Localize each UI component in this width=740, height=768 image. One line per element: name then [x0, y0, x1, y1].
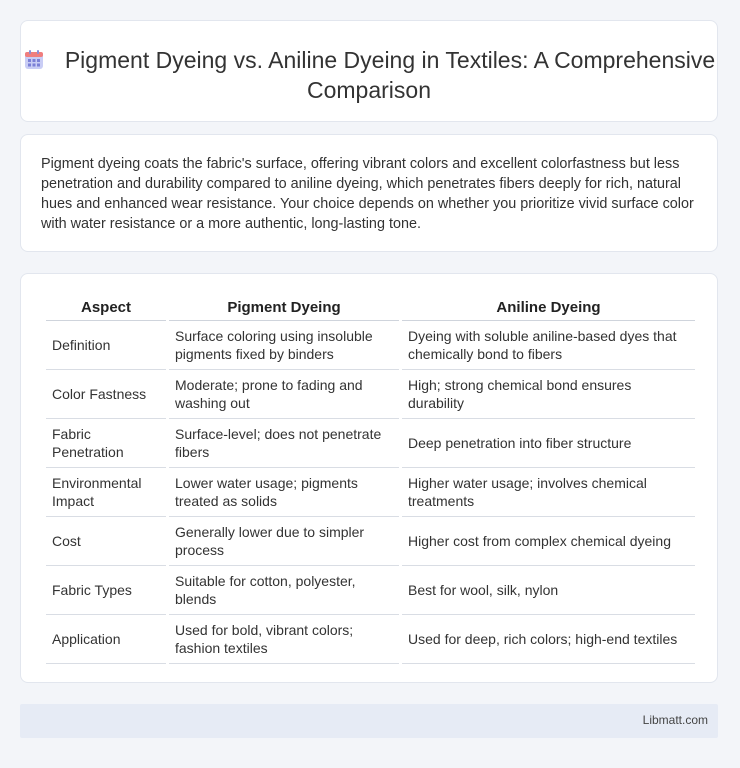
summary-card: [20, 134, 718, 252]
cell-pigment: Moderate; prone to fading and washing out: [169, 370, 399, 419]
header-pigment: Pigment Dyeing: [169, 294, 399, 321]
table-row: [46, 321, 695, 370]
cell-aniline: Deep penetration into fiber structure: [402, 419, 695, 468]
page-title-wrap: [21, 45, 717, 105]
cell-aniline: Used for deep, rich colors; high-end textiles: [402, 615, 695, 664]
cell-aniline: Best for wool, silk, nylon: [402, 566, 695, 615]
cell-aniline: Higher cost from complex chemical dyeing: [402, 517, 695, 566]
cell-aspect: Cost: [46, 517, 166, 566]
cell-aspect: Definition: [46, 321, 166, 370]
table-row: [46, 419, 695, 468]
cell-pigment: Lower water usage; pigments treated as solids: [169, 468, 399, 517]
table-row: [46, 566, 695, 615]
comparison-table: [43, 294, 698, 664]
header-aniline: Aniline Dyeing: [402, 294, 695, 321]
comparison-card: [20, 273, 718, 683]
page-title: Pigment Dyeing vs. Aniline Dyeing in Textiles: A Comprehensive Comparison: [64, 47, 716, 103]
cell-aniline: Higher water usage; involves chemical treatments: [402, 468, 695, 517]
cell-aspect: Environmental Impact: [46, 468, 166, 517]
calendar-icon: [23, 49, 45, 71]
table-row: [46, 517, 695, 566]
footer-brand[interactable]: Libmatt.com: [642, 713, 708, 727]
title-card: [20, 20, 718, 122]
cell-aniline: Dyeing with soluble aniline-based dyes that chemically bond to fibers: [402, 321, 695, 370]
footer: [20, 704, 718, 738]
cell-pigment: Surface-level; does not penetrate fibers: [169, 419, 399, 468]
summary-text: Pigment dyeing coats the fabric's surface, offering vibrant colors and excellent colorfastness but less penetration and durability compared to aniline dyeing, which penetrates fibers deeply for rich, natural hues and enhanced wear resistance. Your choice depends on whether you prioritize vivid surface color with water resistance or a more authentic, long-lasting tone.: [41, 156, 694, 232]
cell-pigment: Suitable for cotton, polyester, blends: [169, 566, 399, 615]
cell-pigment: Surface coloring using insoluble pigments fixed by binders: [169, 321, 399, 370]
cell-pigment: Generally lower due to simpler process: [169, 517, 399, 566]
cell-aniline: High; strong chemical bond ensures durability: [402, 370, 695, 419]
table-row: [46, 615, 695, 664]
table-row: [46, 370, 695, 419]
header-aspect: Aspect: [46, 294, 166, 321]
table-row: [46, 468, 695, 517]
cell-aspect: Color Fastness: [46, 370, 166, 419]
cell-pigment: Used for bold, vibrant colors; fashion textiles: [169, 615, 399, 664]
cell-aspect: Application: [46, 615, 166, 664]
cell-aspect: Fabric Penetration: [46, 419, 166, 468]
cell-aspect: Fabric Types: [46, 566, 166, 615]
table-header-row: [46, 294, 695, 321]
